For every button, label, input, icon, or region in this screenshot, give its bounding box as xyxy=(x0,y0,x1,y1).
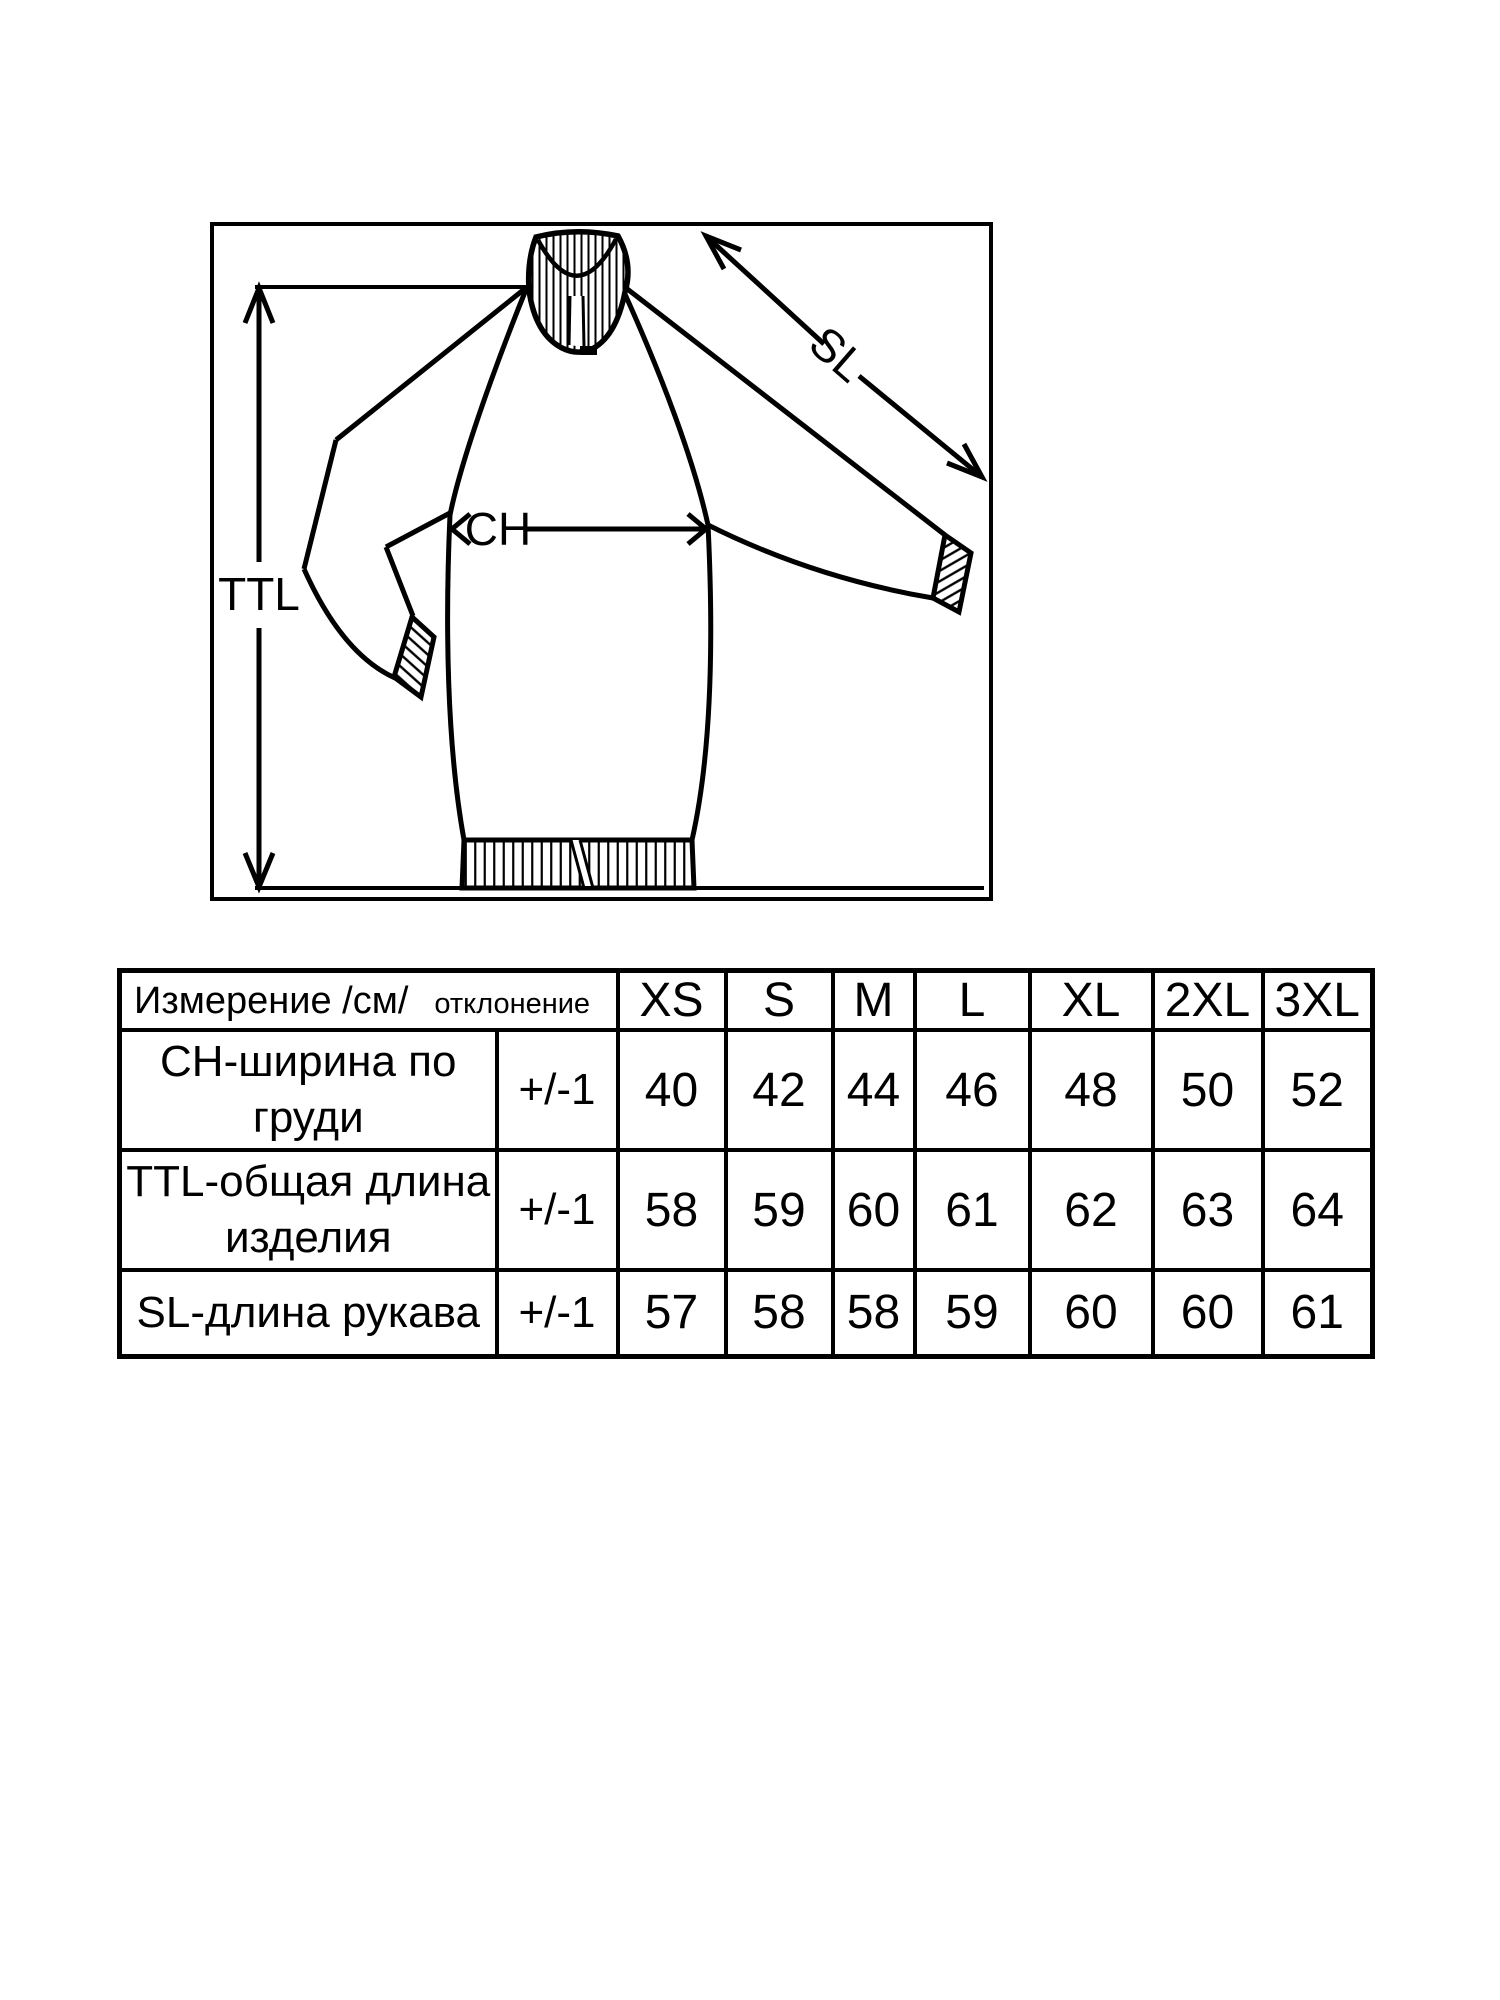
ch-label: CH xyxy=(464,503,532,555)
value-cell: 59 xyxy=(726,1150,833,1270)
table-row-sleeve xyxy=(120,1270,1373,1356)
deviation-header-label: отклонение xyxy=(434,987,591,1020)
ttl-arrow xyxy=(218,287,984,888)
row-deviation: +/-1 xyxy=(497,1030,618,1150)
row-deviation: +/-1 xyxy=(497,1270,618,1356)
value-cell: 59 xyxy=(915,1270,1030,1356)
sl-label: SL xyxy=(799,315,877,393)
value-cell: 58 xyxy=(726,1270,833,1356)
value-cell: 64 xyxy=(1263,1150,1373,1270)
value-cell: 61 xyxy=(1263,1270,1373,1356)
value-cell: 42 xyxy=(726,1030,833,1150)
value-cell: 60 xyxy=(1030,1270,1153,1356)
row-label-chest: CH-ширина по груди xyxy=(120,1030,497,1150)
value-cell: 57 xyxy=(618,1270,726,1356)
right-cuff xyxy=(933,535,971,612)
value-cell: 60 xyxy=(1153,1270,1263,1356)
value-cell: 63 xyxy=(1153,1150,1263,1270)
collar xyxy=(529,232,628,355)
size-header-l: L xyxy=(915,971,1030,1031)
size-header-3xl: 3XL xyxy=(1263,971,1373,1031)
garment-diagram-frame xyxy=(210,222,993,901)
table-row-total-length xyxy=(120,1150,1373,1270)
measure-header-label: Измерение /см/ xyxy=(134,979,409,1022)
hem-band xyxy=(462,840,694,888)
value-cell: 50 xyxy=(1153,1030,1263,1150)
size-table xyxy=(117,968,1375,1359)
value-cell: 58 xyxy=(833,1270,915,1356)
ttl-label: TTL xyxy=(218,568,300,620)
value-cell: 58 xyxy=(618,1150,726,1270)
table-header-row xyxy=(120,971,1373,1031)
value-cell: 61 xyxy=(915,1150,1030,1270)
sl-arrow xyxy=(706,236,982,477)
size-header-s: S xyxy=(726,971,833,1031)
row-deviation: +/-1 xyxy=(497,1150,618,1270)
value-cell: 44 xyxy=(833,1030,915,1150)
value-cell: 60 xyxy=(833,1150,915,1270)
measure-header-cell xyxy=(120,971,618,1031)
row-label-sleeve: SL-длина рукава xyxy=(120,1270,497,1356)
ch-arrow xyxy=(452,503,706,555)
value-cell: 62 xyxy=(1030,1150,1153,1270)
value-cell: 48 xyxy=(1030,1030,1153,1150)
value-cell: 52 xyxy=(1263,1030,1373,1150)
zipper-pull xyxy=(580,346,597,355)
value-cell: 40 xyxy=(618,1030,726,1150)
size-header-2xl: 2XL xyxy=(1153,971,1263,1031)
table-row-chest xyxy=(120,1030,1373,1150)
left-cuff xyxy=(394,617,434,697)
garment-diagram xyxy=(214,226,989,897)
value-cell: 46 xyxy=(915,1030,1030,1150)
size-header-xl: XL xyxy=(1030,971,1153,1031)
size-header-m: M xyxy=(833,971,915,1031)
size-header-xs: XS xyxy=(618,971,726,1031)
row-label-total-length: TTL-общая длина изделия xyxy=(120,1150,497,1270)
